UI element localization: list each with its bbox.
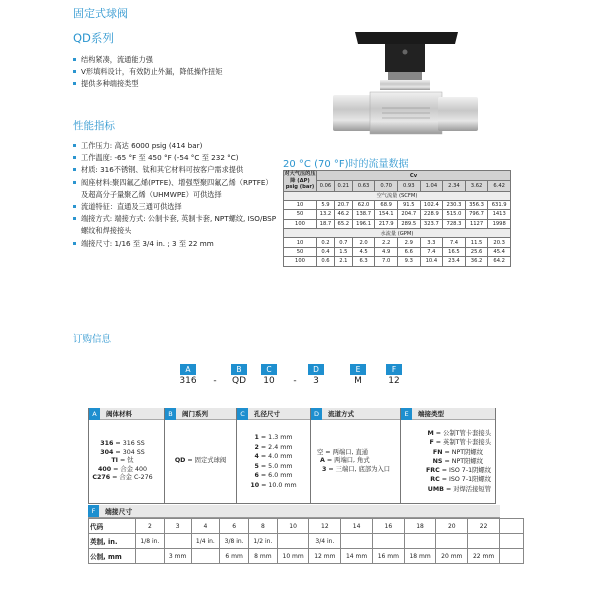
size-cell: 1/4 in. xyxy=(191,534,220,549)
size-cell: 8 xyxy=(249,519,278,534)
dp-cell: 100 xyxy=(284,257,317,266)
option-desc: = 公制T管卡套接头 xyxy=(433,430,491,438)
size-cell xyxy=(191,549,220,564)
flow-cell: 2.1 xyxy=(334,257,352,266)
table-row xyxy=(284,200,511,209)
option-code: 10 xyxy=(250,481,260,489)
air-flow-section: 空气流量 (SCFM) xyxy=(284,191,511,200)
feature-item: 提供多种端接类型 xyxy=(73,78,283,90)
flow-cell: 631.9 xyxy=(488,200,511,209)
option-desc: = 4.0 mm xyxy=(258,453,293,460)
size-cell: 1/2 in. xyxy=(249,534,278,549)
flow-cell: 64.2 xyxy=(488,257,511,266)
code-separator: - xyxy=(213,376,217,386)
flow-cell: 65.2 xyxy=(334,219,352,228)
option-orifice-size xyxy=(236,408,310,504)
cv-value: 2.34 xyxy=(443,181,466,191)
flow-cell: 3.3 xyxy=(420,238,443,247)
cv-header: Cv xyxy=(317,171,511,181)
cv-value: 0.21 xyxy=(334,181,352,191)
flow-cell: 102.4 xyxy=(420,200,443,209)
size-cell: 16 xyxy=(372,519,404,534)
size-cell: 16 mm xyxy=(372,549,404,564)
flow-cell: 1413 xyxy=(488,210,511,219)
table-row xyxy=(89,534,524,549)
row-label: 英制, in. xyxy=(89,534,136,549)
flow-cell: 45.4 xyxy=(488,247,511,256)
ordering-options-table xyxy=(88,408,496,504)
option-tag-d: D xyxy=(311,408,322,420)
series-title: QD系列 xyxy=(73,31,114,45)
size-cell xyxy=(500,549,524,564)
size-cell: 22 xyxy=(468,519,500,534)
cv-value: 0.06 xyxy=(317,181,335,191)
option-flow-path xyxy=(310,408,400,504)
code-letter-b: B xyxy=(231,364,247,375)
flow-cell: 2.9 xyxy=(397,238,420,247)
flow-cell: 6.6 xyxy=(397,247,420,256)
spec-item: 阀座材料:聚四氟乙烯(PTFE)、增强型聚四氟乙烯（RPTFE）及超高分子量聚乙烯（UHMWPE）可供选择 xyxy=(73,177,278,201)
flow-cell: 154.1 xyxy=(375,210,398,219)
size-cell xyxy=(500,534,524,549)
option-title: 阀门系列 xyxy=(182,410,208,418)
flow-cell: 7.0 xyxy=(375,257,398,266)
spec-item: 流道特征：直通及三通可供选择 xyxy=(73,201,278,213)
option-code: 5 xyxy=(254,462,259,470)
row-label: 公制, mm xyxy=(89,549,136,564)
dp-cell: 50 xyxy=(284,247,317,256)
cv-value: 3.62 xyxy=(465,181,488,191)
size-cell: 10 mm xyxy=(277,549,309,564)
option-code: 3 xyxy=(322,465,327,473)
code-value-a: 316 xyxy=(179,376,197,386)
flow-cell: 230.3 xyxy=(443,200,466,209)
size-cell: 3/4 in. xyxy=(309,534,341,549)
table-row xyxy=(284,257,511,266)
end-size-title: 端接尺寸 xyxy=(105,508,133,516)
size-cell: 12 xyxy=(309,519,341,534)
cv-value: 0.93 xyxy=(397,181,420,191)
option-code: RC xyxy=(430,476,440,484)
size-cell: 8 mm xyxy=(249,549,278,564)
ordering-title: 订购信息 xyxy=(73,334,112,345)
option-code: QD xyxy=(174,457,186,465)
size-cell: 6 xyxy=(220,519,249,534)
flow-cell: 323.7 xyxy=(420,219,443,228)
size-cell: 20 xyxy=(436,519,468,534)
flow-cell: 20.7 xyxy=(334,200,352,209)
code-letter-f: F xyxy=(386,364,402,375)
flow-cell: 5.9 xyxy=(317,200,335,209)
option-code: TI xyxy=(111,457,119,465)
flow-cell: 20.3 xyxy=(488,238,511,247)
option-desc: = 合金 C-276 xyxy=(110,474,153,482)
table-row xyxy=(284,238,511,247)
performance-list xyxy=(73,140,278,250)
size-cell xyxy=(372,534,404,549)
option-desc: = 三端口, 底部为入口 xyxy=(326,465,391,473)
option-title: 端接类型 xyxy=(418,410,444,418)
option-title: 孔径尺寸 xyxy=(254,410,280,418)
option-code: 316 xyxy=(100,440,114,448)
flow-cell: 36.2 xyxy=(465,257,488,266)
flow-cell: 138.7 xyxy=(352,210,375,219)
table-row xyxy=(284,210,511,219)
cv-value: 6.42 xyxy=(488,181,511,191)
dp-cell: 10 xyxy=(284,238,317,247)
option-desc: = 合金 400 xyxy=(111,465,148,473)
feature-item: 结构紧凑，流通能力强 xyxy=(73,54,283,66)
spec-item: 工作温度: -65 °F 至 450 °F (-54 °C 至 232 °C) xyxy=(73,152,278,164)
option-code: FN xyxy=(432,448,443,456)
option-code: 304 xyxy=(100,448,114,456)
size-cell: 22 mm xyxy=(468,549,500,564)
size-cell: 18 mm xyxy=(404,549,436,564)
option-code: 6 xyxy=(254,472,259,479)
flow-cell: 196.1 xyxy=(352,219,375,228)
page-title: 固定式球阀 xyxy=(73,7,128,20)
flow-cell: 11.5 xyxy=(465,238,488,247)
flow-cell: 1127 xyxy=(465,219,488,228)
table-row xyxy=(89,519,524,534)
code-letter-a: A xyxy=(180,364,196,375)
option-tag-c: C xyxy=(237,408,248,420)
flow-cell: 46.2 xyxy=(334,210,352,219)
option-code: 4 xyxy=(254,453,259,460)
option-valve-series xyxy=(164,408,236,504)
flow-cell: 68.9 xyxy=(375,200,398,209)
size-cell: 14 xyxy=(341,519,373,534)
option-desc: = 6.0 mm xyxy=(258,472,293,479)
size-cell xyxy=(164,534,191,549)
code-value-b: QD xyxy=(231,376,246,386)
option-tag-b: B xyxy=(165,408,176,420)
option-desc: = 对焊活接短管 xyxy=(443,485,491,493)
code-letter-d: D xyxy=(308,364,324,375)
flow-cell: 204.7 xyxy=(397,210,420,219)
flow-cell: 62.0 xyxy=(352,200,375,209)
size-cell xyxy=(136,549,165,564)
code-value-c: 10 xyxy=(263,376,275,386)
water-flow-section: 水流量 (GPM) xyxy=(284,229,511,238)
flow-cell: 728.3 xyxy=(443,219,466,228)
spec-item: 材质: 316不锈钢、钛和其它材料可按客户需求提供 xyxy=(73,164,278,176)
cv-value: 1.04 xyxy=(420,181,443,191)
option-body-material xyxy=(88,408,164,504)
size-cell: 14 mm xyxy=(341,549,373,564)
row-label: 代码 xyxy=(89,519,136,534)
size-cell: 6 mm xyxy=(220,549,249,564)
size-cell: 2 xyxy=(136,519,165,534)
cv-value: 0.63 xyxy=(352,181,375,191)
spec-item: 端接尺寸: 1/16 至 3/4 in. ; 3 至 22 mm xyxy=(73,238,278,250)
flow-data-table xyxy=(283,170,511,267)
table-row xyxy=(284,219,511,228)
option-code: NS xyxy=(432,457,443,465)
flow-cell: 18.7 xyxy=(317,219,335,228)
flow-cell: 7.4 xyxy=(420,247,443,256)
ball-valve-image xyxy=(330,20,480,140)
option-tag-e: E xyxy=(401,408,412,420)
feature-list xyxy=(73,54,283,90)
flow-cell: 16.5 xyxy=(443,247,466,256)
option-desc: = NPT阳螺纹 xyxy=(442,457,483,465)
flow-cell: 0.6 xyxy=(317,257,335,266)
flow-cell: 4.5 xyxy=(352,247,375,256)
size-cell: 4 xyxy=(191,519,220,534)
option-code: 400 xyxy=(97,465,112,473)
dp-cell: 100 xyxy=(284,219,317,228)
option-code: M xyxy=(427,430,434,438)
cv-value: 0.70 xyxy=(375,181,398,191)
option-code: UMB xyxy=(427,485,444,493)
size-cell xyxy=(436,534,468,549)
flow-cell: 228.9 xyxy=(420,210,443,219)
size-cell: 3/8 in. xyxy=(220,534,249,549)
dp-cell: 50 xyxy=(284,210,317,219)
feature-item: V形填料设计，有效防止外漏，降低操作扭矩 xyxy=(73,66,283,78)
option-desc: = ISO 7-1阴螺纹 xyxy=(439,467,491,475)
flow-cell: 9.3 xyxy=(397,257,420,266)
option-desc: = 5.0 mm xyxy=(258,462,293,470)
size-cell: 10 xyxy=(277,519,309,534)
option-desc: = 2.4 mm xyxy=(258,443,293,451)
flow-cell: 2.2 xyxy=(375,238,398,247)
flow-cell: 4.9 xyxy=(375,247,398,256)
spec-item: 端接方式: 端接方式: 公制卡套, 英制卡套, NPT螺纹, ISO/BSP螺纹和焊接接头 xyxy=(73,213,278,237)
flow-cell: 23.4 xyxy=(443,257,466,266)
option-code: 2 xyxy=(254,443,259,451)
option-desc: = 304 SS xyxy=(113,448,145,456)
size-cell: 12 mm xyxy=(309,549,341,564)
flow-cell: 1.5 xyxy=(334,247,352,256)
table-row xyxy=(89,549,524,564)
code-letter-c: C xyxy=(261,364,277,375)
pressure-drop-header: 对大气压的压降 (ΔP) psig (bar) xyxy=(284,171,316,190)
code-value-f: 12 xyxy=(388,376,400,386)
flow-cell: 515.0 xyxy=(443,210,466,219)
option-code: C276 xyxy=(92,474,111,482)
option-code: 1 xyxy=(254,434,259,441)
option-desc: = 固定式球阀 xyxy=(185,457,227,465)
option-desc: = 316 SS xyxy=(113,440,145,448)
flow-cell: 25.6 xyxy=(465,247,488,256)
dp-cell: 10 xyxy=(284,200,317,209)
option-title: 阀体材料 xyxy=(106,410,132,418)
option-desc: = 10.0 mm xyxy=(259,481,297,489)
option-desc: = 英制T管卡套接头 xyxy=(433,439,491,447)
option-title: 流道方式 xyxy=(328,410,354,418)
option-desc: = 钛 xyxy=(118,457,134,465)
table-row xyxy=(284,247,511,256)
size-cell: 1/8 in. xyxy=(136,534,165,549)
option-tag-a: A xyxy=(89,408,100,420)
flow-cell: 7.4 xyxy=(443,238,466,247)
option-desc: = ISO 7-1阳螺纹 xyxy=(439,476,491,484)
flow-cell: 91.5 xyxy=(397,200,420,209)
option-code: FRC xyxy=(425,467,440,475)
flow-cell: 13.2 xyxy=(317,210,335,219)
option-desc: = 两端口, 角式 xyxy=(324,457,370,465)
option-code: F xyxy=(429,439,434,447)
code-value-e: M xyxy=(354,376,362,386)
flow-cell: 217.9 xyxy=(375,219,398,228)
size-cell xyxy=(468,534,500,549)
flow-cell: 6.3 xyxy=(352,257,375,266)
performance-title: 性能指标 xyxy=(73,120,115,132)
size-cell: 3 mm xyxy=(164,549,191,564)
flow-cell: 356.3 xyxy=(465,200,488,209)
flow-cell: 0.4 xyxy=(317,247,335,256)
flow-cell: 10.4 xyxy=(420,257,443,266)
option-tag-f: F xyxy=(88,505,99,517)
size-cell xyxy=(341,534,373,549)
spec-item: 工作压力: 高达 6000 psig (414 bar) xyxy=(73,140,278,152)
flow-table-title: 20 °C (70 °F)时的流量数据 xyxy=(283,159,409,170)
part-number-code xyxy=(0,364,600,394)
size-cell: 20 mm xyxy=(436,549,468,564)
option-code: A xyxy=(320,457,325,465)
option-desc: 空 = 两端口, 直通 xyxy=(317,448,369,456)
option-desc: = 1.3 mm xyxy=(258,434,293,441)
option-end-type xyxy=(400,408,496,504)
size-cell xyxy=(500,519,524,534)
flow-cell: 289.5 xyxy=(397,219,420,228)
size-cell xyxy=(277,534,309,549)
code-separator: - xyxy=(293,376,297,386)
flow-cell: 0.7 xyxy=(334,238,352,247)
flow-cell: 1998 xyxy=(488,219,511,228)
flow-cell: 0.2 xyxy=(317,238,335,247)
end-size-table xyxy=(88,505,524,564)
option-desc: = NPT阴螺纹 xyxy=(442,448,483,456)
size-cell: 3 xyxy=(164,519,191,534)
flow-cell: 2.0 xyxy=(352,238,375,247)
code-value-d: 3 xyxy=(313,376,319,386)
size-cell: 18 xyxy=(404,519,436,534)
flow-cell: 796.7 xyxy=(465,210,488,219)
code-letter-e: E xyxy=(350,364,366,375)
size-cell xyxy=(404,534,436,549)
